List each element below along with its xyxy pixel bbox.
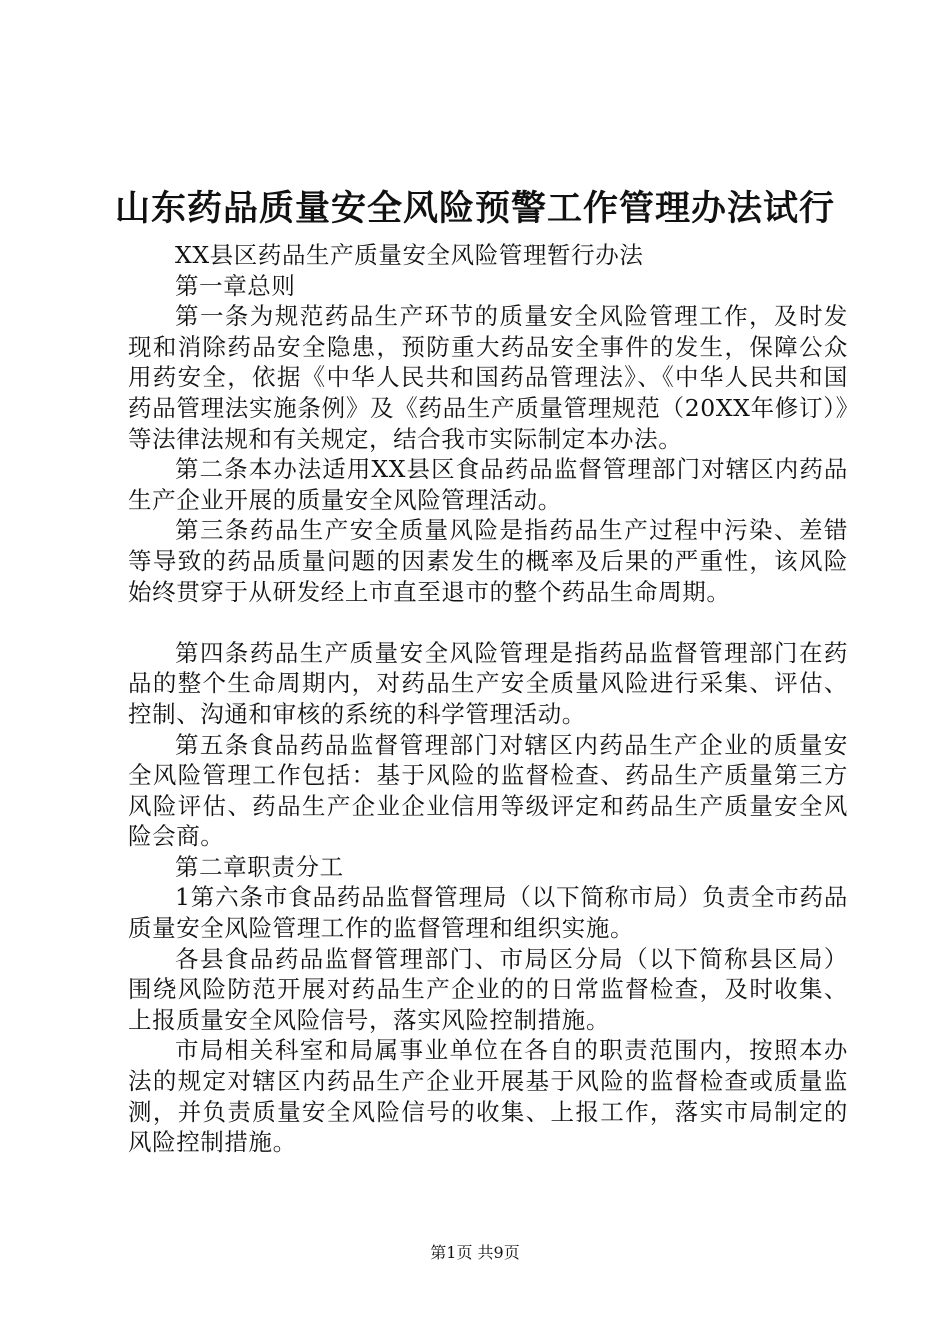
paragraph-article-5: 第五条食品药品监督管理部门对辖区内药品生产企业的质量安全风险管理工作包括：基于风险的监督检查、药品生产质量第三方风险评估、药品生产企业企业信用等级评定和药品生产质量安全风险会商。 bbox=[128, 730, 848, 851]
chapter-heading-2: 第二章职责分工 bbox=[175, 852, 344, 881]
document-title: 山东药品质量安全风险预警工作管理办法试行 bbox=[114, 189, 835, 229]
page-footer: 第1页 共9页 bbox=[430, 1243, 520, 1262]
chapter-heading-1: 第一章总则 bbox=[175, 271, 296, 300]
paragraph-article-1: 第一条为规范药品生产环节的质量安全风险管理工作，及时发现和消除药品安全隐患，预防重大药品安全事件的发生，保障公众用药安全，依据《中华人民共和国药品管理法》、《中华人民共和国药品管理法实施条例》及《药品生产质量管理规范（20XX年修订）》等法律法规和有关规定，结合我市实际制定本办法。 bbox=[128, 302, 848, 453]
paragraph-subtitle: XX县区药品生产质量安全风险管理暂行办法 bbox=[175, 241, 644, 269]
paragraph-article-4: 第四条药品生产质量安全风险管理是指药品监督管理部门在药品的整个生命周期内，对药品生产安全质量风险进行采集、评估、控制、沟通和审核的系统的科学管理活动。 bbox=[128, 638, 848, 728]
paragraph-article-3: 第三条药品生产安全质量风险是指药品生产过程中污染、差错等导致的药品质量问题的因素发生的概率及后果的严重性，该风险始终贯穿于从研发经上市直至退市的整个药品生命周期。 bbox=[128, 516, 848, 606]
paragraph-spacer bbox=[128, 607, 848, 638]
document-body bbox=[128, 240, 848, 1158]
paragraph-bureau-duties: 市局相关科室和局属事业单位在各自的职责范围内，按照本办法的规定对辖区内药品生产企业开展基于风险的监督检查或质量监测，并负责质量安全风险信号的收集、上报工作，落实市局制定的风险控制措施。 bbox=[128, 1036, 848, 1157]
paragraph-article-6: 1第六条市食品药品监督管理局（以下简称市局）负责全市药品质量安全风险管理工作的监督管理和组织实施。 bbox=[128, 883, 848, 943]
paragraph-article-2: 第二条本办法适用XX县区食品药品监督管理部门对辖区内药品生产企业开展的质量安全风险管理活动。 bbox=[128, 455, 848, 514]
paragraph-county-duties: 各县食品药品监督管理部门、市局区分局（以下简称县区局）围绕风险防范开展对药品生产企业的的日常监督检查，及时收集、上报质量安全风险信号，落实风险控制措施。 bbox=[128, 944, 848, 1034]
